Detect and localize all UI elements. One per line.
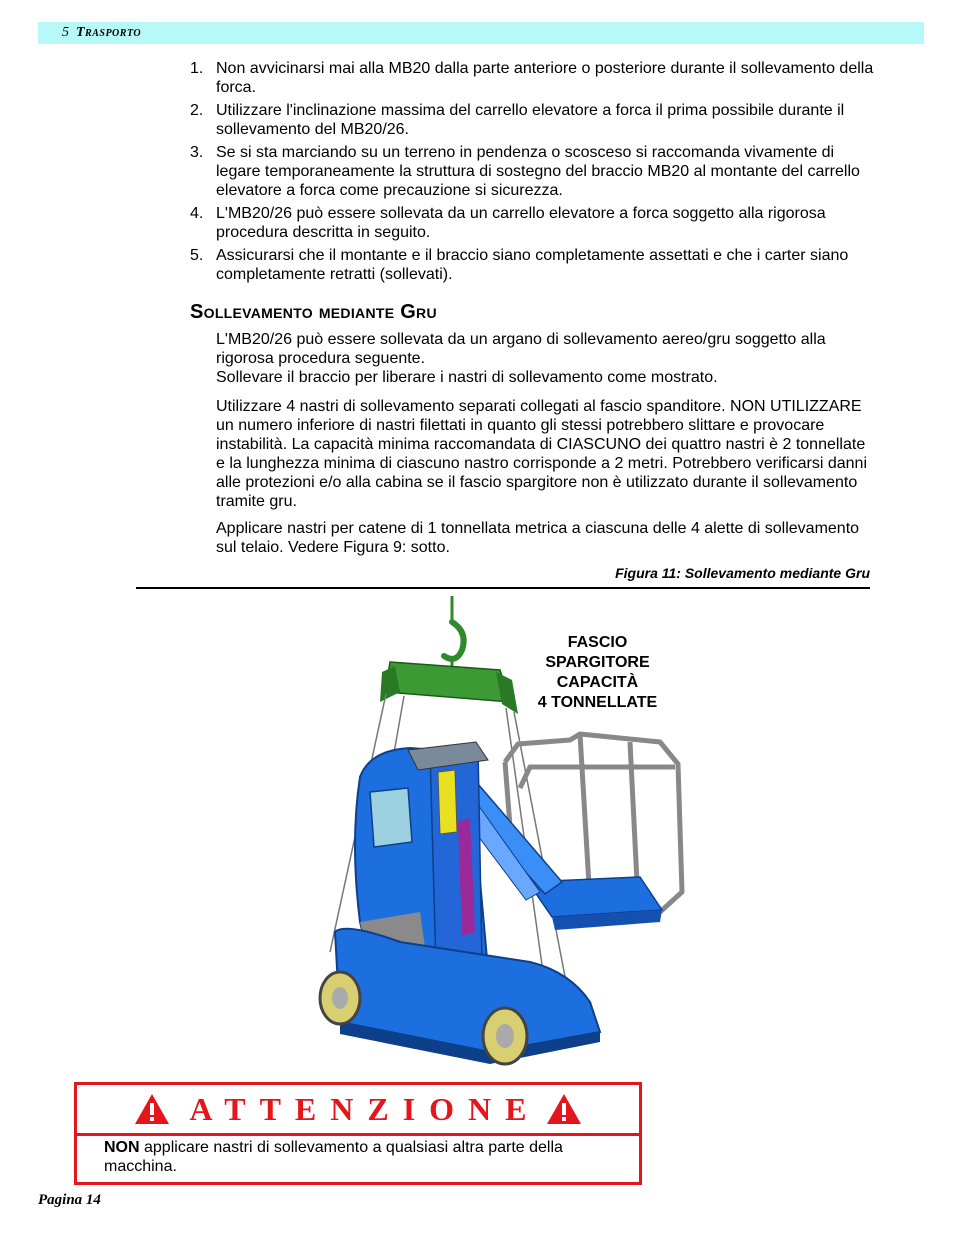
list-item — [190, 246, 880, 284]
warning-triangle-icon — [545, 1092, 583, 1126]
spreader-beam-callout — [520, 633, 675, 713]
chapter-number: 5 — [62, 25, 69, 40]
warning-text-bold: NON — [104, 1139, 140, 1156]
callout-line: SPARGITORE — [545, 654, 650, 671]
list-item-number: 3. — [190, 144, 204, 161]
callout-line: 4 TONNELLATE — [537, 694, 658, 711]
list-item-text: Assicurarsi che il montante e il braccio siano completamente assettati e che i carter siano completamente retratti (sollevati). — [216, 247, 849, 283]
chapter-header — [62, 25, 141, 41]
paragraph-chains: Applicare nastri per catene di 1 tonnellata metrica a ciascuna delle 4 alette di sollevamento sul telaio. Vedere Figura 9: sotto. — [216, 520, 860, 556]
list-item-number: 2. — [190, 102, 204, 119]
chapter-title: Trasporto — [76, 25, 142, 40]
list-item — [190, 101, 880, 139]
paragraph-intro — [216, 330, 876, 387]
paragraph-intro-line1: L'MB20/26 può essere sollevata da un argano di sollevamento aereo/gru soggetto alla rigorosa procedura seguente. — [216, 331, 826, 367]
list-item-number: 1. — [190, 60, 204, 77]
list-item-number: 5. — [190, 247, 204, 264]
precaution-list — [190, 59, 880, 288]
list-item — [190, 204, 880, 242]
list-item — [190, 59, 880, 97]
warning-box — [74, 1082, 642, 1185]
section-divider — [136, 587, 870, 589]
paragraph-straps: Utilizzare 4 nastri di sollevamento separati collegati al fascio spanditore. NON UTILIZZARE un numero inferiore di nastri filettati in quanto gli stessi potrebbero slittare e provocare instabilità. La capacità minima raccomandata di CIASCUNO dei quattro nastri è 2 tonnellate e la lunghezza minima di ciascuno nastro corrisponde a 2 metri. Potrebbero verificarsi danni alle protezioni e/o alla cabina se il fascio spargitore non è utilizzato durante il sollevamento tramite gru. — [216, 398, 867, 510]
warning-header — [77, 1085, 639, 1136]
callout-line: FASCIO — [567, 634, 628, 651]
list-item-number: 4. — [190, 205, 204, 222]
list-item-text: Utilizzare l'inclinazione massima del carrello elevatore a forca il prima possibile durante il sollevamento del MB20/26. — [216, 102, 845, 138]
warning-heading: ATTENZIONE — [189, 1090, 541, 1127]
list-item-text: Se si sta marciando su un terreno in pendenza o scosceso si raccomanda vivamente di legare temporaneamente la struttura di sostegno del braccio MB20 al montante del carrello elevatore a forca come precauzione si sicurezza. — [216, 144, 860, 199]
warning-triangle-icon — [133, 1092, 171, 1126]
list-item-text: L'MB20/26 può essere sollevata da un carrello elevatore a forca soggetto alla rigorosa procedura descritta in seguito. — [216, 205, 826, 241]
warning-text — [104, 1138, 614, 1176]
list-item — [190, 143, 880, 200]
page-number: Pagina 14 — [38, 1192, 101, 1208]
figure-caption: Figura 11: Sollevamento mediante Gru — [615, 565, 870, 581]
warning-text-rest: applicare nastri di sollevamento a qualsiasi altra parte della macchina. — [104, 1139, 563, 1175]
section-title: Sollevamento mediante Gru — [190, 301, 437, 323]
paragraph-intro-line2: Sollevare il braccio per liberare i nastri di sollevamento come mostrato. — [216, 369, 718, 386]
chapter-header-bar — [38, 22, 924, 44]
callout-line: CAPACITÀ — [556, 674, 639, 691]
list-item-text: Non avvicinarsi mai alla MB20 dalla parte anteriore o posteriore durante il sollevamento della forca. — [216, 60, 874, 96]
